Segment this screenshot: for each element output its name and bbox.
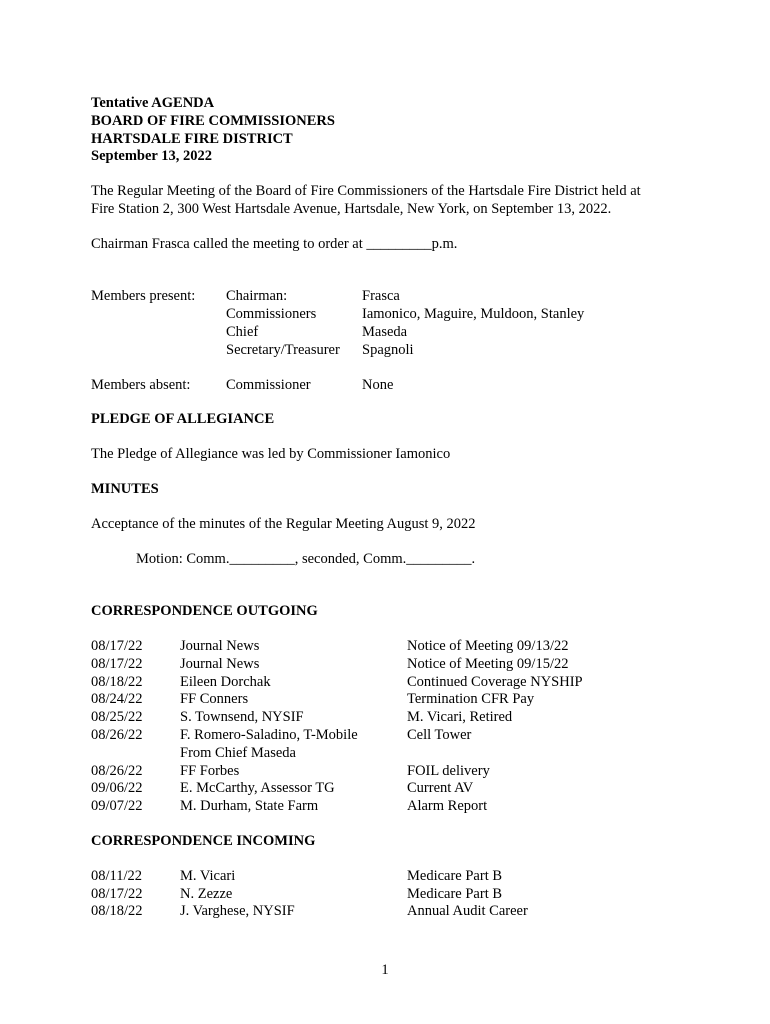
correspondence-row bbox=[91, 763, 691, 781]
correspondence-date: 08/24/22 bbox=[91, 691, 143, 708]
correspondence-row bbox=[91, 868, 691, 886]
members-present-section bbox=[91, 288, 691, 359]
correspondence-row bbox=[91, 745, 691, 763]
heading-line: Tentative AGENDA bbox=[91, 95, 215, 111]
correspondence-subject: Alarm Report bbox=[407, 798, 488, 815]
minutes-heading: MINUTES bbox=[91, 480, 159, 497]
minutes-text: Acceptance of the minutes of the Regular Meeting August 9, 2022 bbox=[91, 515, 476, 532]
correspondence-party: FF Forbes bbox=[180, 762, 240, 779]
correspondence-party: FF Conners bbox=[180, 691, 249, 708]
correspondence-row bbox=[91, 886, 691, 904]
correspondence-date: 08/11/22 bbox=[91, 867, 143, 884]
correspondence-subject: M. Vicari, Retired bbox=[407, 709, 513, 726]
intro-line: The Regular Meeting of the Board of Fire Commissioners of the Hartsdale Fire District held at bbox=[91, 183, 641, 200]
correspondence-party: M. Durham, State Farm bbox=[180, 798, 319, 815]
member-role: Secretary/Treasurer bbox=[226, 341, 340, 358]
correspondence-subject: Current AV bbox=[407, 780, 474, 797]
correspondence-row bbox=[91, 709, 691, 727]
correspondence-subject: Medicare Part B bbox=[407, 867, 503, 884]
correspondence-row bbox=[91, 798, 691, 816]
member-role: Commissioner bbox=[226, 376, 311, 393]
correspondence-row bbox=[91, 656, 691, 674]
heading-line: BOARD OF FIRE COMMISSIONERS bbox=[91, 112, 335, 129]
correspondence-row bbox=[91, 780, 691, 798]
correspondence-party: N. Zezze bbox=[180, 885, 233, 902]
member-names: Iamonico, Maguire, Muldoon, Stanley bbox=[362, 306, 585, 323]
member-names: Spagnoli bbox=[362, 341, 414, 358]
correspondence-party: F. Romero-Saladino, T-Mobile bbox=[180, 726, 358, 743]
correspondence-row bbox=[91, 674, 691, 692]
correspondence-row bbox=[91, 691, 691, 709]
correspondence-party: Eileen Dorchak bbox=[180, 673, 271, 690]
members-row bbox=[91, 377, 691, 395]
call-to-order: Chairman Frasca called the meeting to order at _________p.m. bbox=[91, 235, 458, 252]
correspondence-date: 08/18/22 bbox=[91, 673, 143, 690]
member-names: Maseda bbox=[362, 323, 408, 340]
correspondence-subject: Cell Tower bbox=[407, 726, 472, 743]
correspondence-party: S. Townsend, NYSIF bbox=[180, 709, 304, 726]
member-role: Commissioners bbox=[226, 306, 317, 323]
correspondence-party: M. Vicari bbox=[180, 867, 236, 884]
members-present-label: Members present: bbox=[91, 288, 196, 305]
correspondence-date: 08/17/22 bbox=[91, 885, 143, 902]
page-number: 1 bbox=[381, 962, 389, 978]
document-heading bbox=[91, 95, 691, 166]
members-row bbox=[91, 288, 691, 306]
agenda-page bbox=[91, 95, 691, 921]
member-names: Frasca bbox=[362, 288, 400, 305]
correspondence-row bbox=[91, 903, 691, 921]
intro-line: Fire Station 2, 300 West Hartsdale Avenue, Hartsdale, New York, on September 13, 2022. bbox=[91, 200, 612, 217]
correspondence-date: 08/26/22 bbox=[91, 726, 143, 743]
outgoing-heading: CORRESPONDENCE OUTGOING bbox=[91, 603, 318, 620]
correspondence-date: 08/18/22 bbox=[91, 903, 143, 920]
heading-line: HARTSDALE FIRE DISTRICT bbox=[91, 130, 293, 147]
intro-paragraph bbox=[91, 183, 691, 219]
heading-line: September 13, 2022 bbox=[91, 148, 212, 165]
correspondence-subject: Notice of Meeting 09/13/22 bbox=[407, 637, 569, 654]
incoming-correspondence-list bbox=[91, 868, 691, 921]
member-role: Chairman: bbox=[226, 288, 288, 305]
correspondence-date: 08/26/22 bbox=[91, 762, 143, 779]
members-row bbox=[91, 324, 691, 342]
members-absent-label: Members absent: bbox=[91, 376, 191, 393]
correspondence-party: J. Varghese, NYSIF bbox=[180, 903, 295, 920]
minutes-motion: Motion: Comm._________, seconded, Comm._________. bbox=[136, 550, 476, 567]
correspondence-party: Journal News bbox=[180, 655, 260, 672]
correspondence-date: 09/06/22 bbox=[91, 780, 143, 797]
correspondence-date: 08/17/22 bbox=[91, 637, 143, 654]
correspondence-subject: FOIL delivery bbox=[407, 762, 490, 779]
correspondence-subject: Medicare Part B bbox=[407, 885, 503, 902]
correspondence-date: 08/17/22 bbox=[91, 655, 143, 672]
correspondence-subject: Annual Audit Career bbox=[407, 903, 528, 920]
members-row bbox=[91, 306, 691, 324]
correspondence-subject: Continued Coverage NYSHIP bbox=[407, 673, 583, 690]
outgoing-correspondence-list bbox=[91, 638, 691, 816]
pledge-text: The Pledge of Allegiance was led by Commissioner Iamonico bbox=[91, 446, 451, 463]
members-absent-section bbox=[91, 377, 691, 395]
incoming-heading: CORRESPONDENCE INCOMING bbox=[91, 832, 316, 849]
pledge-heading: PLEDGE OF ALLEGIANCE bbox=[91, 411, 275, 428]
correspondence-date: 09/07/22 bbox=[91, 798, 143, 815]
correspondence-subject: Notice of Meeting 09/15/22 bbox=[407, 655, 569, 672]
correspondence-party: E. McCarthy, Assessor TG bbox=[180, 780, 335, 797]
members-row bbox=[91, 342, 691, 360]
member-role: Chief bbox=[226, 323, 259, 340]
correspondence-date bbox=[91, 745, 180, 763]
correspondence-subject: Termination CFR Pay bbox=[407, 691, 535, 708]
correspondence-party: From Chief Maseda bbox=[180, 744, 296, 761]
correspondence-row bbox=[91, 727, 691, 745]
correspondence-party: Journal News bbox=[180, 637, 260, 654]
correspondence-date: 08/25/22 bbox=[91, 709, 143, 726]
member-names: None bbox=[362, 376, 394, 393]
correspondence-row bbox=[91, 638, 691, 656]
